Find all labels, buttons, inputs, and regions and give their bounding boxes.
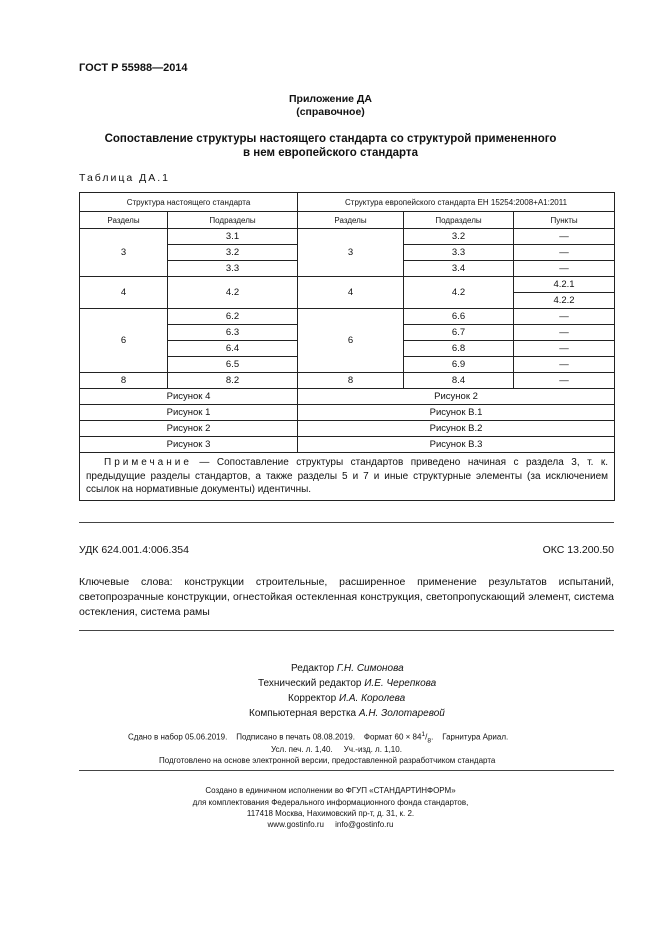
cell-subsection: 6.6 bbox=[404, 309, 514, 325]
figure-row bbox=[80, 421, 615, 437]
publication-line-2: Усл. печ. л. 1,40. Уч.-изд. л. 1,10. bbox=[271, 745, 402, 754]
cell-subsection: 3.4 bbox=[404, 261, 514, 277]
cell-clause: — bbox=[514, 357, 615, 373]
format-fraction-denominator: 8 bbox=[427, 737, 432, 745]
credit-label: Компьютерная верстка bbox=[249, 708, 357, 719]
cell-section: 8 bbox=[298, 373, 404, 389]
cell-clause: — bbox=[514, 373, 615, 389]
cell-clause: — bbox=[514, 245, 615, 261]
cell-section: 4 bbox=[80, 277, 168, 309]
col-header-sections: Разделы bbox=[298, 212, 404, 229]
figure-row bbox=[80, 437, 615, 453]
appendix-title: Приложение ДА bbox=[289, 93, 372, 105]
cell-figure-national: Рисунок 1 bbox=[80, 405, 298, 421]
group-header-national: Структура настоящего стандарта bbox=[80, 193, 298, 212]
credit-name: И.А. Королева bbox=[338, 693, 406, 704]
divider bbox=[79, 770, 614, 771]
group-header-european: Структура европейского стандарта ЕН 15254:2008+А1:2011 bbox=[298, 193, 615, 212]
cell-section: 3 bbox=[80, 229, 168, 277]
col-header-clauses: Пункты bbox=[514, 212, 615, 229]
cell-clause: 4.2.2 bbox=[514, 293, 615, 309]
cell-subsection: 3.2 bbox=[404, 229, 514, 245]
table-row bbox=[80, 309, 615, 325]
cell-clause: — bbox=[514, 325, 615, 341]
producer-line-2: для комплектования Федерального информационного фонда стандартов, bbox=[192, 798, 469, 807]
cell-subsection: 6.2 bbox=[168, 309, 298, 325]
credit-name: Г.Н. Симонова bbox=[336, 663, 404, 674]
print-date: Подписано в печать 08.08.2019. bbox=[236, 732, 355, 742]
cell-subsection: 3.2 bbox=[168, 245, 298, 261]
cell-figure-european: Рисунок В.2 bbox=[298, 421, 615, 437]
cell-subsection: 4.2 bbox=[168, 277, 298, 309]
credit-label: Технический редактор bbox=[258, 678, 362, 689]
cell-subsection: 6.9 bbox=[404, 357, 514, 373]
cell-section: 6 bbox=[298, 309, 404, 373]
cell-subsection: 6.5 bbox=[168, 357, 298, 373]
credit-name: А.Н. Золотаревой bbox=[358, 708, 445, 719]
credit-name: И.Е. Черепкова bbox=[364, 678, 437, 689]
keywords: Ключевые слова: конструкции строительные, расширенное применение результатов испытаний, светопрозрачные конструкции, огнестойкая остекленная конструкция, светопропускающий элемент, система остекления, система рамы bbox=[79, 576, 614, 618]
cell-section: 8 bbox=[80, 373, 168, 389]
cell-clause: — bbox=[514, 229, 615, 245]
publication-line-1: Сдано в набор 05.06.2019. Подписано в печать 08.08.2019. Формат $60 \times 84^1/_8$. Гарнитура Ариал. bbox=[128, 731, 509, 745]
table-note bbox=[80, 453, 615, 501]
figure-row bbox=[80, 389, 615, 405]
table-column-header-row bbox=[80, 212, 615, 229]
publication-line-3: Подготовлено на основе электронной версии, предоставленной разработчиком стандарта bbox=[159, 756, 496, 765]
cell-figure-national: Рисунок 4 bbox=[80, 389, 298, 405]
producer-line-4: www.gostinfo.ru info@gostinfo.ru bbox=[267, 820, 394, 829]
credit-editor bbox=[291, 663, 404, 674]
cell-clause: — bbox=[514, 261, 615, 277]
note-row bbox=[80, 453, 615, 501]
appendix-subtitle: (справочное) bbox=[296, 106, 365, 118]
cell-subsection: 6.7 bbox=[404, 325, 514, 341]
cell-subsection: 3.3 bbox=[168, 261, 298, 277]
cell-section: 6 bbox=[80, 309, 168, 373]
divider bbox=[79, 630, 614, 631]
producer-line-1: Создано в единичном исполнении во ФГУП «СТАНДАРТИНФОРМ» bbox=[205, 786, 456, 795]
table-caption: Таблица ДА.1 bbox=[79, 172, 170, 184]
cell-subsection: 6.8 bbox=[404, 341, 514, 357]
credit-tech-editor bbox=[258, 678, 436, 689]
table-group-header-row bbox=[80, 193, 615, 212]
cell-subsection: 6.4 bbox=[168, 341, 298, 357]
note-text: — Сопоставление структуры стандартов приведено начиная с раздела 3, т. к. предыдущие разделы стандартов, а также разделы 5 и 7 и иные структурные элементы (за исключением ссылок на нормативные документы) идентичны. bbox=[86, 457, 609, 495]
col-header-subsections: Подразделы bbox=[404, 212, 514, 229]
format-fraction-numerator: 1 bbox=[421, 731, 426, 738]
cell-subsection: 3.1 bbox=[168, 229, 298, 245]
typeface: Гарнитура Ариал. bbox=[442, 732, 509, 742]
oks-code: ОКС 13.200.50 bbox=[542, 544, 614, 556]
cell-clause: 4.2.1 bbox=[514, 277, 615, 293]
comparison-table bbox=[79, 192, 614, 495]
typeset-date: Сдано в набор 05.06.2019. bbox=[128, 732, 228, 742]
producer-line-3: 117418 Москва, Нахимовский пр-т, д. 31, к. 2. bbox=[246, 809, 415, 818]
cell-clause: — bbox=[514, 341, 615, 357]
cell-subsection: 8.4 bbox=[404, 373, 514, 389]
cell-figure-european: Рисунок В.3 bbox=[298, 437, 615, 453]
cell-subsection: 3.3 bbox=[404, 245, 514, 261]
table-row bbox=[80, 277, 615, 293]
cell-clause: — bbox=[514, 309, 615, 325]
cell-section: 4 bbox=[298, 277, 404, 309]
cell-figure-national: Рисунок 3 bbox=[80, 437, 298, 453]
comparison-title-line-2: в нем европейского стандарта bbox=[243, 147, 418, 159]
table-row bbox=[80, 229, 615, 245]
credit-label: Корректор bbox=[288, 693, 337, 704]
document-code: ГОСТ Р 55988—2014 bbox=[79, 62, 188, 74]
cell-subsection: 6.3 bbox=[168, 325, 298, 341]
paper-format: Формат 60 × 84 bbox=[363, 732, 422, 742]
divider bbox=[79, 522, 614, 523]
cell-section: 3 bbox=[298, 229, 404, 277]
cell-figure-european: Рисунок В.1 bbox=[298, 405, 615, 421]
col-header-sections: Разделы bbox=[80, 212, 168, 229]
cell-subsection: 4.2 bbox=[404, 277, 514, 309]
col-header-subsections: Подразделы bbox=[168, 212, 298, 229]
credit-corrector bbox=[288, 693, 405, 704]
cell-subsection: 8.2 bbox=[168, 373, 298, 389]
cell-figure-national: Рисунок 2 bbox=[80, 421, 298, 437]
comparison-title-line-1: Сопоставление структуры настоящего стандарта со структурой примененного bbox=[104, 133, 557, 145]
credit-label: Редактор bbox=[291, 663, 335, 674]
figure-row bbox=[80, 405, 615, 421]
udk-code: УДК 624.001.4:006.354 bbox=[79, 544, 189, 556]
table-row bbox=[80, 373, 615, 389]
cell-figure-european: Рисунок 2 bbox=[298, 389, 615, 405]
credit-layout bbox=[249, 708, 445, 719]
note-label: Примечание bbox=[104, 457, 192, 468]
